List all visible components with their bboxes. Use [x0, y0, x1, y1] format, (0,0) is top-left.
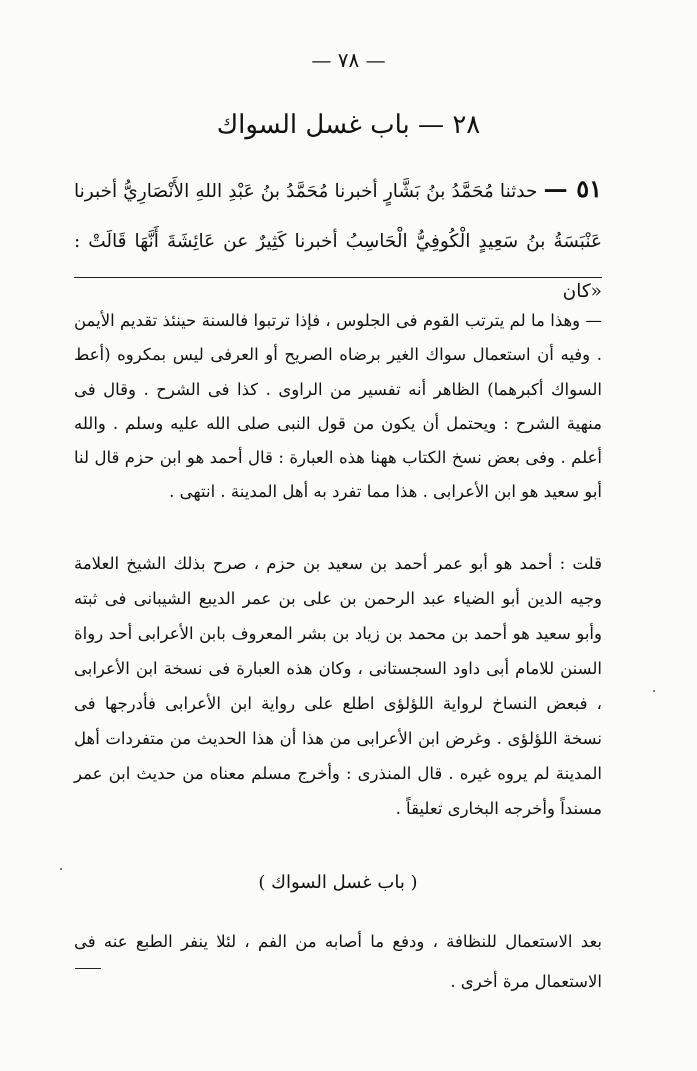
continuation-dash — [75, 968, 101, 969]
scan-speck — [60, 868, 62, 870]
commentary-paragraph-2 — [74, 546, 602, 826]
commentary-text-2: قلت : أحمد هو أبو عمر أحمد بن سعيد بن حزم ، صرح بذلك الشيخ العلامة وجيه الدين أبو الضياء عبد الرحمن بن على بن عمر الديبع الشيبانى فى ثبته وأبو سعيد هو أحمد بن محمد بن زياد بن بشر المعروف بابن الأعرابى أحد رواة السنن للامام أبى داود السجستانى ، وكان هذه العبارة فى نسخة ابن الأعرابى ، فبعض النساخ لرواية اللؤلؤى اطلع على رواية ابن الأعرابى فأدرجها فى نسخة اللؤلؤى . وغرض ابن الأعرابى من هذا أن هذا الحديث من متفردات أهل المدينة لم يروه غيره . قال المنذرى : وأخرج مسلم معناه من حديث ابن عمر مسنداً وأخرجه البخارى تعليقاً . — [74, 554, 602, 818]
hadith-number: ٥١ — — [543, 174, 602, 203]
section-heading: ( باب غسل السواك ) — [258, 872, 418, 893]
commentary-paragraph-3 — [74, 922, 602, 1002]
scan-speck — [653, 690, 655, 692]
commentary-text-3: بعد الاستعمال للنظافة ، ودفع ما أصابه من الفم ، لئلا ينفر الطبع عنه فى الاستعمال مرة أخرى . — [74, 932, 602, 991]
hadith-body: حدثنا مُحَمَّدُ بنُ بَشَّارٍ أخبرنا مُحَمَّدُ بنُ عَبْدِ اللهِ الأَنْصَارِيُّ أخبرنا عَنْبَسَةُ بنُ سَعِيدٍ الْكُوفِيُّ الْحَاسِبُ أخبرنا كَثِيرٌ عن عَائِشَةَ أَنَّهَا قَالَتْ : «كان — [74, 181, 602, 302]
commentary-paragraph-1 — [74, 304, 602, 510]
chapter-title: ٢٨ — باب غسل السواك — [216, 110, 481, 140]
page-number: — ٧٨ — — [311, 48, 386, 72]
hadith-text — [74, 164, 602, 317]
footnote-divider — [74, 277, 602, 278]
commentary-text-1: — وهذا ما لم يترتب القوم فى الجلوس ، فإذا ترتبوا فالسنة حينئذ تقديم الأيمن . وفيه أن استعمال سواك الغير برضاه الصريح أو العرفى ليس بمكروه (أعط السواك أكبرهما) الظاهر أنه تفسير من الراوى . كذا فى الشرح . وقال فى منهية الشرح : ويحتمل أن يكون من قول النبى صلى الله عليه وسلم . والله أعلم . وفى بعض نسخ الكتاب ههنا هذه العبارة : قال أحمد هو ابن حزم قال لنا أبو سعيد هو ابن الأعرابى . هذا مما تفرد به أهل المدينة . انتهى . — [74, 311, 602, 502]
